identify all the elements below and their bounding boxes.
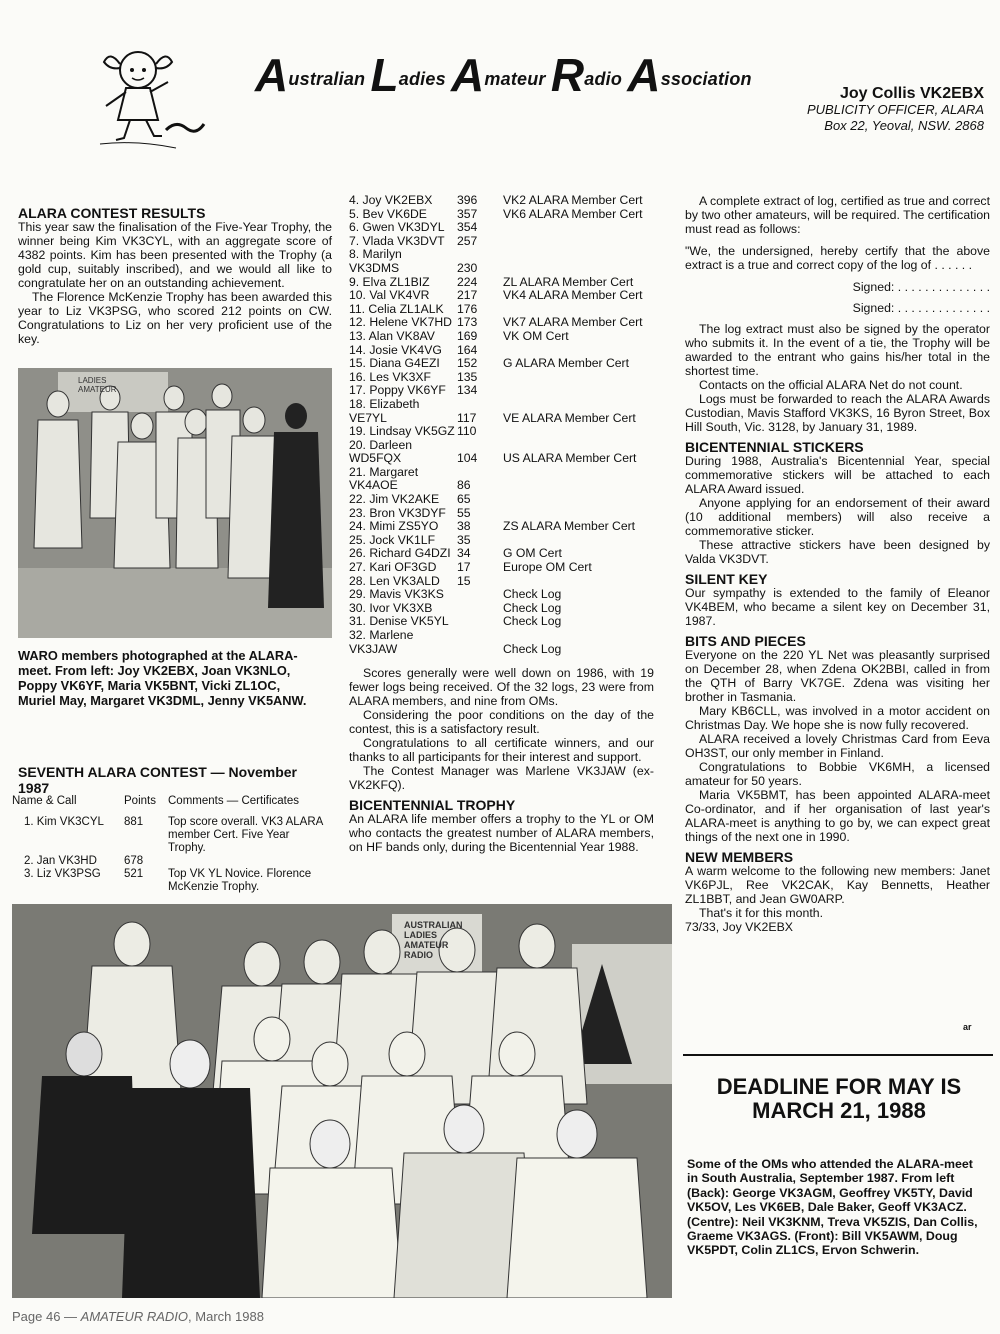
new-members-heading: NEW MEMBERS — [685, 849, 794, 865]
score-name: 23. Bron VK3DYF — [349, 505, 446, 520]
score-pts: 224 — [457, 274, 478, 289]
score-pts — [457, 588, 503, 602]
score-cert — [503, 493, 671, 507]
score-cert: G ALARA Member Cert — [503, 356, 629, 371]
row-name: 2. Jan VK3HD — [24, 855, 97, 867]
table-row — [349, 507, 671, 521]
contest-results-heading: ALARA CONTEST RESULTS — [18, 205, 206, 221]
score-name: 28. Len VK3ALD — [349, 573, 440, 588]
table-row — [349, 330, 671, 344]
masthead-title — [255, 49, 752, 101]
row-points: 521 — [124, 868, 144, 880]
score-cert: VK6 ALARA Member Cert — [503, 206, 643, 221]
score-cert — [503, 507, 671, 521]
score-cert — [503, 398, 671, 412]
score-pts — [457, 643, 503, 657]
score-pts: 357 — [457, 206, 478, 221]
table-row — [349, 276, 671, 290]
table-row — [349, 425, 671, 439]
score-pts: 134 — [457, 383, 478, 398]
footer-magazine: AMATEUR RADIO — [80, 1309, 189, 1324]
table-row — [349, 493, 671, 507]
bits-heading: BITS AND PIECES — [685, 633, 806, 649]
bicentennial-trophy-heading: BICENTENNIAL TROPHY — [349, 797, 516, 813]
score-name: 9. Elva ZL1BIZ — [349, 274, 430, 289]
signed-line-2: Signed: . . . . . . . . . . . . . . — [852, 301, 990, 315]
bits-p5: Maria VK5BMT, has been appointed ALARA-meet Co-ordinator, and if her organisation of last year's ALARA-meet is anything to go by, we can expect great things of the next one in 1990. — [685, 788, 990, 844]
row-comment — [168, 855, 328, 868]
score-pts — [457, 602, 503, 616]
score-name: 29. Mavis VK3KS — [349, 587, 444, 602]
masthead-word: Australian — [255, 49, 366, 101]
score-name: 6. Gwen VK3DYL — [349, 220, 445, 235]
score-pts — [457, 466, 503, 480]
table-row — [349, 384, 671, 398]
score-cert — [503, 466, 671, 480]
score-name: 10. Val VK4VR — [349, 288, 430, 303]
score-cert: Check Log — [503, 587, 562, 602]
new-members-p: A warm welcome to the following new members: Janet VK6PJL, Ree VK2CAK, Kay Bennetts, Heather ZL1BBT, and Jean GW0ARP. — [685, 864, 990, 906]
table-row — [18, 855, 332, 868]
score-cert: Check Log — [503, 600, 562, 615]
score-pts: 15 — [457, 573, 471, 588]
right-p4: Logs must be forwarded to reach the ALARA Awards Custodian, Mavis Stafford VK3KS, 16 Byron Street, Box Hill South, Vic. 3128, by January 31, 1989. — [685, 392, 990, 434]
table-row — [18, 816, 332, 855]
column-header: Comments — Certificates — [168, 795, 300, 807]
score-name: 32. Marlene — [349, 628, 414, 642]
score-name: 14. Josie VK4VG — [349, 342, 442, 357]
score-pts: 110 — [457, 424, 477, 439]
score-name: 22. Jim VK2AKE — [349, 492, 440, 507]
masthead-word: Amateur — [451, 49, 546, 101]
stickers-p2: Anyone applying for an endorsement of their award (10 additional members) will also receive a commemorative sticker. — [685, 496, 990, 538]
score-pts — [457, 629, 503, 643]
score-pts — [457, 248, 503, 262]
score-name: VK3DMS — [349, 260, 400, 275]
mid-p4: The Contest Manager was Marlene VK3JAW (ex-VK2KFQ). — [349, 764, 654, 792]
right-p1: A complete extract of log, certified as true and correct by two other amateurs, will be required. The certification must read as follows: — [685, 194, 990, 236]
silent-key-heading: SILENT KEY — [685, 571, 768, 587]
score-cert: VE ALARA Member Cert — [503, 410, 636, 425]
score-cert — [503, 235, 671, 249]
score-name: 5. Bev VK6DE — [349, 206, 427, 221]
stickers-p3: These attractive stickers have been designed by Valda VK3DVT. — [685, 538, 990, 566]
score-pts — [457, 398, 503, 412]
bits-p1: Everyone on the 220 YL Net was pleasantly surprised on December 28, when Zdena OK2BBI, called in from the QTH of Barry VK7GE. Zdena was visiting her brother in Tasmania. — [685, 648, 990, 704]
score-name: 16. Les VK3XF — [349, 369, 431, 384]
mid-p3: Congratulations to all certificate winners, and our thanks to all participants for their interest and support. — [349, 736, 654, 764]
score-name: 18. Elizabeth — [349, 396, 420, 411]
column-header: Points — [124, 795, 156, 807]
new-members-p2: That's it for this month. — [699, 906, 823, 920]
table-row — [349, 520, 671, 534]
signed-line-1: Signed: . . . . . . . . . . . . . . — [852, 280, 990, 294]
table-row — [349, 588, 671, 602]
footer-page: Page 46 — — [12, 1309, 81, 1324]
middle-column-text — [349, 666, 654, 854]
score-cert: VK2 ALARA Member Cert — [503, 193, 643, 207]
score-cert: Check Log — [503, 614, 562, 629]
photo2-caption: Some of the OMs who attended the ALARA-meet in South Australia, September 1987. From left (Back): George VK3AGM, Geoffrey VK5TY, David VK5OV, Les VK6EB, Dale Baker, Geoff VK3ACZ. (Centre): Neil VK3KNM, Treva VK5ZIS, Dan Collis, Graeme VK3AGS. (Front): Bill VK5AWM, Doug VK5PDT, Colin ZL1CS, Ervon Schwerin. — [687, 1157, 978, 1258]
stickers-heading: BICENTENNIAL STICKERS — [685, 439, 864, 455]
table-row — [349, 561, 671, 575]
silent-key-p: Our sympathy is extended to the family of Eleanor VK4BEM, who became a silent key on December 31, 1987. — [685, 586, 990, 628]
score-name: WD5FQX — [349, 451, 402, 466]
table-row — [349, 194, 671, 208]
score-pts: 217 — [457, 288, 478, 303]
score-pts: 104 — [457, 451, 478, 466]
table-row — [349, 602, 671, 616]
seventh-contest-table — [12, 795, 332, 894]
table-row — [349, 479, 671, 493]
table-row — [349, 439, 671, 453]
stickers-p1: During 1988, Australia's Bicentennial Year, special commemorative stickers will be attached to each ALARA Award issued. — [685, 454, 990, 496]
mid-p1: Scores generally were well down on 1986, with 19 fewer logs being received. Of the 32 logs, 23 were from ALARA members, and nine from OMs. — [349, 666, 654, 708]
score-cert — [503, 479, 671, 493]
end-mark: ar — [963, 1022, 972, 1032]
score-cert: VK4 ALARA Member Cert — [503, 288, 643, 303]
bits-p4: Congratulations to Bobbie VK6MH, a licensed amateur for 50 years. — [685, 760, 990, 788]
table-row — [349, 643, 671, 657]
table-row — [349, 289, 671, 303]
score-name: 31. Denise VK5YL — [349, 614, 449, 629]
score-name: VK3JAW — [349, 641, 398, 656]
mid-p2: Considering the poor conditions on the day of the contest, this is a satisfactory result. — [349, 708, 654, 736]
score-name: 12. Helene VK7HD — [349, 315, 452, 330]
column-header: Name & Call — [12, 795, 77, 807]
row-points: 881 — [124, 816, 144, 828]
score-name: 20. Darleen — [349, 437, 413, 452]
photo1-caption: WARO members photographed at the ALARA-meet. From left: Joy VK2EBX, Joan VK3NLO, Poppy VK6YF, Maria VK5BNT, Vicki ZL1OC, Muriel May, Margaret VK3DML, Jenny VK5ANW. — [18, 648, 307, 708]
trophy-p: An ALARA life member offers a trophy to the YL or OM who contacts the greatest number of ALARA members, on HF bands only, during the Bicentennial Year 1988. — [349, 812, 654, 854]
score-cert — [503, 248, 671, 262]
seventh-contest-heading: SEVENTH ALARA CONTEST — November 1987 — [18, 764, 297, 796]
score-name: 11. Celia ZL1ALK — [349, 301, 444, 316]
table-row — [349, 452, 671, 466]
table-row — [349, 357, 671, 371]
score-name: VE7YL — [349, 410, 387, 425]
score-name: 27. Kari OF3GD — [349, 560, 437, 575]
score-name: 30. Ivor VK3XB — [349, 600, 433, 615]
score-pts: 65 — [457, 492, 471, 507]
table-row — [349, 344, 671, 358]
score-cert — [503, 575, 671, 589]
score-cert — [503, 344, 671, 358]
page-footer — [12, 1309, 264, 1324]
score-pts: 257 — [457, 233, 478, 248]
table-row — [349, 316, 671, 330]
footer-date: , March 1988 — [188, 1309, 264, 1324]
score-pts: 17 — [457, 560, 471, 575]
table-row — [349, 575, 671, 589]
left-column — [18, 206, 332, 346]
waro-members-photo — [18, 368, 332, 638]
score-name: 24. Mimi ZS5YO — [349, 519, 439, 534]
score-pts: 38 — [457, 519, 471, 534]
right-p2: The log extract must also be signed by the operator who submits it. In the event of a tie, the Trophy will be awarded to the entrant who gains his/her total in the shortest time. — [685, 322, 990, 378]
byline-address: Box 22, Yeoval, NSW. 2868 — [824, 118, 984, 133]
table-header-row — [12, 795, 332, 808]
table-row — [349, 303, 671, 317]
score-list — [349, 194, 671, 656]
certification-quote: "We, the undersigned, hereby certify that the above extract is a true and correct copy of the log of . . . . . . — [685, 244, 990, 272]
score-pts: 354 — [457, 220, 478, 235]
score-pts: 396 — [457, 193, 478, 207]
score-cert: Europe OM Cert — [503, 560, 592, 575]
score-pts: 173 — [457, 315, 478, 330]
row-name: 3. Liz VK3PSG — [24, 868, 101, 880]
table-row — [18, 868, 332, 894]
score-name: 4. Joy VK2EBX — [349, 193, 433, 207]
score-pts: 117 — [457, 410, 477, 425]
score-pts: 230 — [457, 260, 478, 275]
row-points: 678 — [124, 855, 144, 867]
score-name: 21. Margaret — [349, 464, 419, 479]
score-pts: 164 — [457, 342, 478, 357]
masthead-word: Radio — [550, 49, 623, 101]
score-cert — [503, 371, 671, 385]
row-comment: Top score overall. VK3 ALARA member Cert. Five Year Trophy. — [168, 816, 323, 854]
table-row — [349, 412, 671, 426]
score-cert — [503, 384, 671, 398]
score-cert: US ALARA Member Cert — [503, 451, 637, 466]
table-row — [349, 208, 671, 222]
score-pts: 176 — [457, 301, 478, 316]
table-row — [349, 371, 671, 385]
score-cert — [503, 221, 671, 235]
row-comment: Top VK YL Novice. Florence McKenzie Trophy. — [168, 868, 312, 893]
divider-line — [683, 1054, 993, 1056]
score-pts: 55 — [457, 505, 471, 520]
byline-name: Joy Collis VK2EBX — [839, 85, 984, 102]
sign-off: 73/33, Joy VK2EBX — [685, 920, 794, 934]
contest-results-p2: The Florence McKenzie Trophy has been awarded this year to Liz VK3PSG, who scored 212 points on CW. Congratulations to Liz on her very proficient use of the key. — [18, 290, 332, 346]
score-cert: G OM Cert — [503, 546, 562, 561]
masthead-word: Association — [627, 49, 752, 101]
right-p3: Contacts on the official ALARA Net do not count. — [699, 378, 963, 392]
score-name: 8. Marilyn — [349, 247, 402, 262]
score-cert — [503, 262, 671, 276]
score-pts: 135 — [457, 369, 478, 384]
score-name: 17. Poppy VK6YF — [349, 383, 446, 398]
score-pts: 169 — [457, 328, 478, 343]
score-table — [349, 194, 671, 656]
table-row — [349, 398, 671, 412]
contest-results-p1: This year saw the finalisation of the Five-Year Trophy, the winner being Kim VK3CYL, with an aggregate score of 4382 points. Kim has been presented with the Trophy (a gold cup, suitably inscribed), and we would all like to congratulate her on an outstanding achievement. — [18, 220, 332, 290]
score-cert — [503, 439, 671, 453]
score-name: 15. Diana G4EZI — [349, 356, 440, 371]
score-cert: VK OM Cert — [503, 328, 569, 343]
score-cert: ZL ALARA Member Cert — [503, 274, 634, 289]
table-row — [349, 615, 671, 629]
byline — [807, 86, 984, 134]
score-name: 7. Vlada VK3DVT — [349, 233, 445, 248]
table-row — [349, 221, 671, 235]
deadline-line1: DEADLINE FOR MAY IS — [716, 1074, 962, 1099]
score-pts: 34 — [457, 546, 471, 561]
deadline-notice — [690, 1075, 988, 1123]
score-cert — [503, 629, 671, 643]
deadline-line2: MARCH 21, 1988 — [752, 1098, 926, 1123]
score-cert — [503, 534, 671, 548]
right-column — [685, 194, 990, 934]
bits-p2: Mary KB6CLL, was involved in a motor accident on Christmas Day. We hope she is now fully recovered. — [685, 704, 990, 732]
score-pts — [457, 439, 503, 453]
score-pts: 86 — [457, 478, 471, 493]
byline-role: PUBLICITY OFFICER, ALARA — [807, 102, 984, 117]
table-row — [349, 534, 671, 548]
photo1-sign-text: LADIES AMATEUR — [78, 376, 117, 394]
table-row — [349, 235, 671, 249]
score-name: 26. Richard G4DZI — [349, 546, 451, 561]
table-row — [349, 248, 671, 262]
score-pts: 35 — [457, 532, 471, 547]
score-name: 13. Alan VK8AV — [349, 328, 435, 343]
score-cert: VK7 ALARA Member Cert — [503, 315, 643, 330]
score-pts: 152 — [457, 356, 478, 371]
score-name: VK4AOE — [349, 478, 398, 493]
score-cert: Check Log — [503, 641, 562, 656]
score-cert: ZS ALARA Member Cert — [503, 519, 636, 534]
masthead-word: Ladies — [370, 49, 446, 101]
score-pts — [457, 615, 503, 629]
row-name: 1. Kim VK3CYL — [24, 816, 104, 828]
table-row — [349, 466, 671, 480]
score-cert — [503, 425, 671, 439]
bits-p3: ALARA received a lovely Christmas Card from Eeva OH3ST, our only member in Finland. — [685, 732, 990, 760]
alara-logo-girl-illustration — [96, 40, 216, 160]
table-row — [349, 629, 671, 643]
table-row — [349, 262, 671, 276]
score-name: 25. Jock VK1LF — [349, 532, 436, 547]
photo2-sign-text: AUSTRALIAN LADIES AMATEUR RADIO — [404, 920, 463, 960]
score-cert — [503, 303, 671, 317]
table-row — [349, 547, 671, 561]
score-name: 19. Lindsay VK5GZ — [349, 424, 455, 439]
oms-group-photo — [12, 904, 672, 1298]
